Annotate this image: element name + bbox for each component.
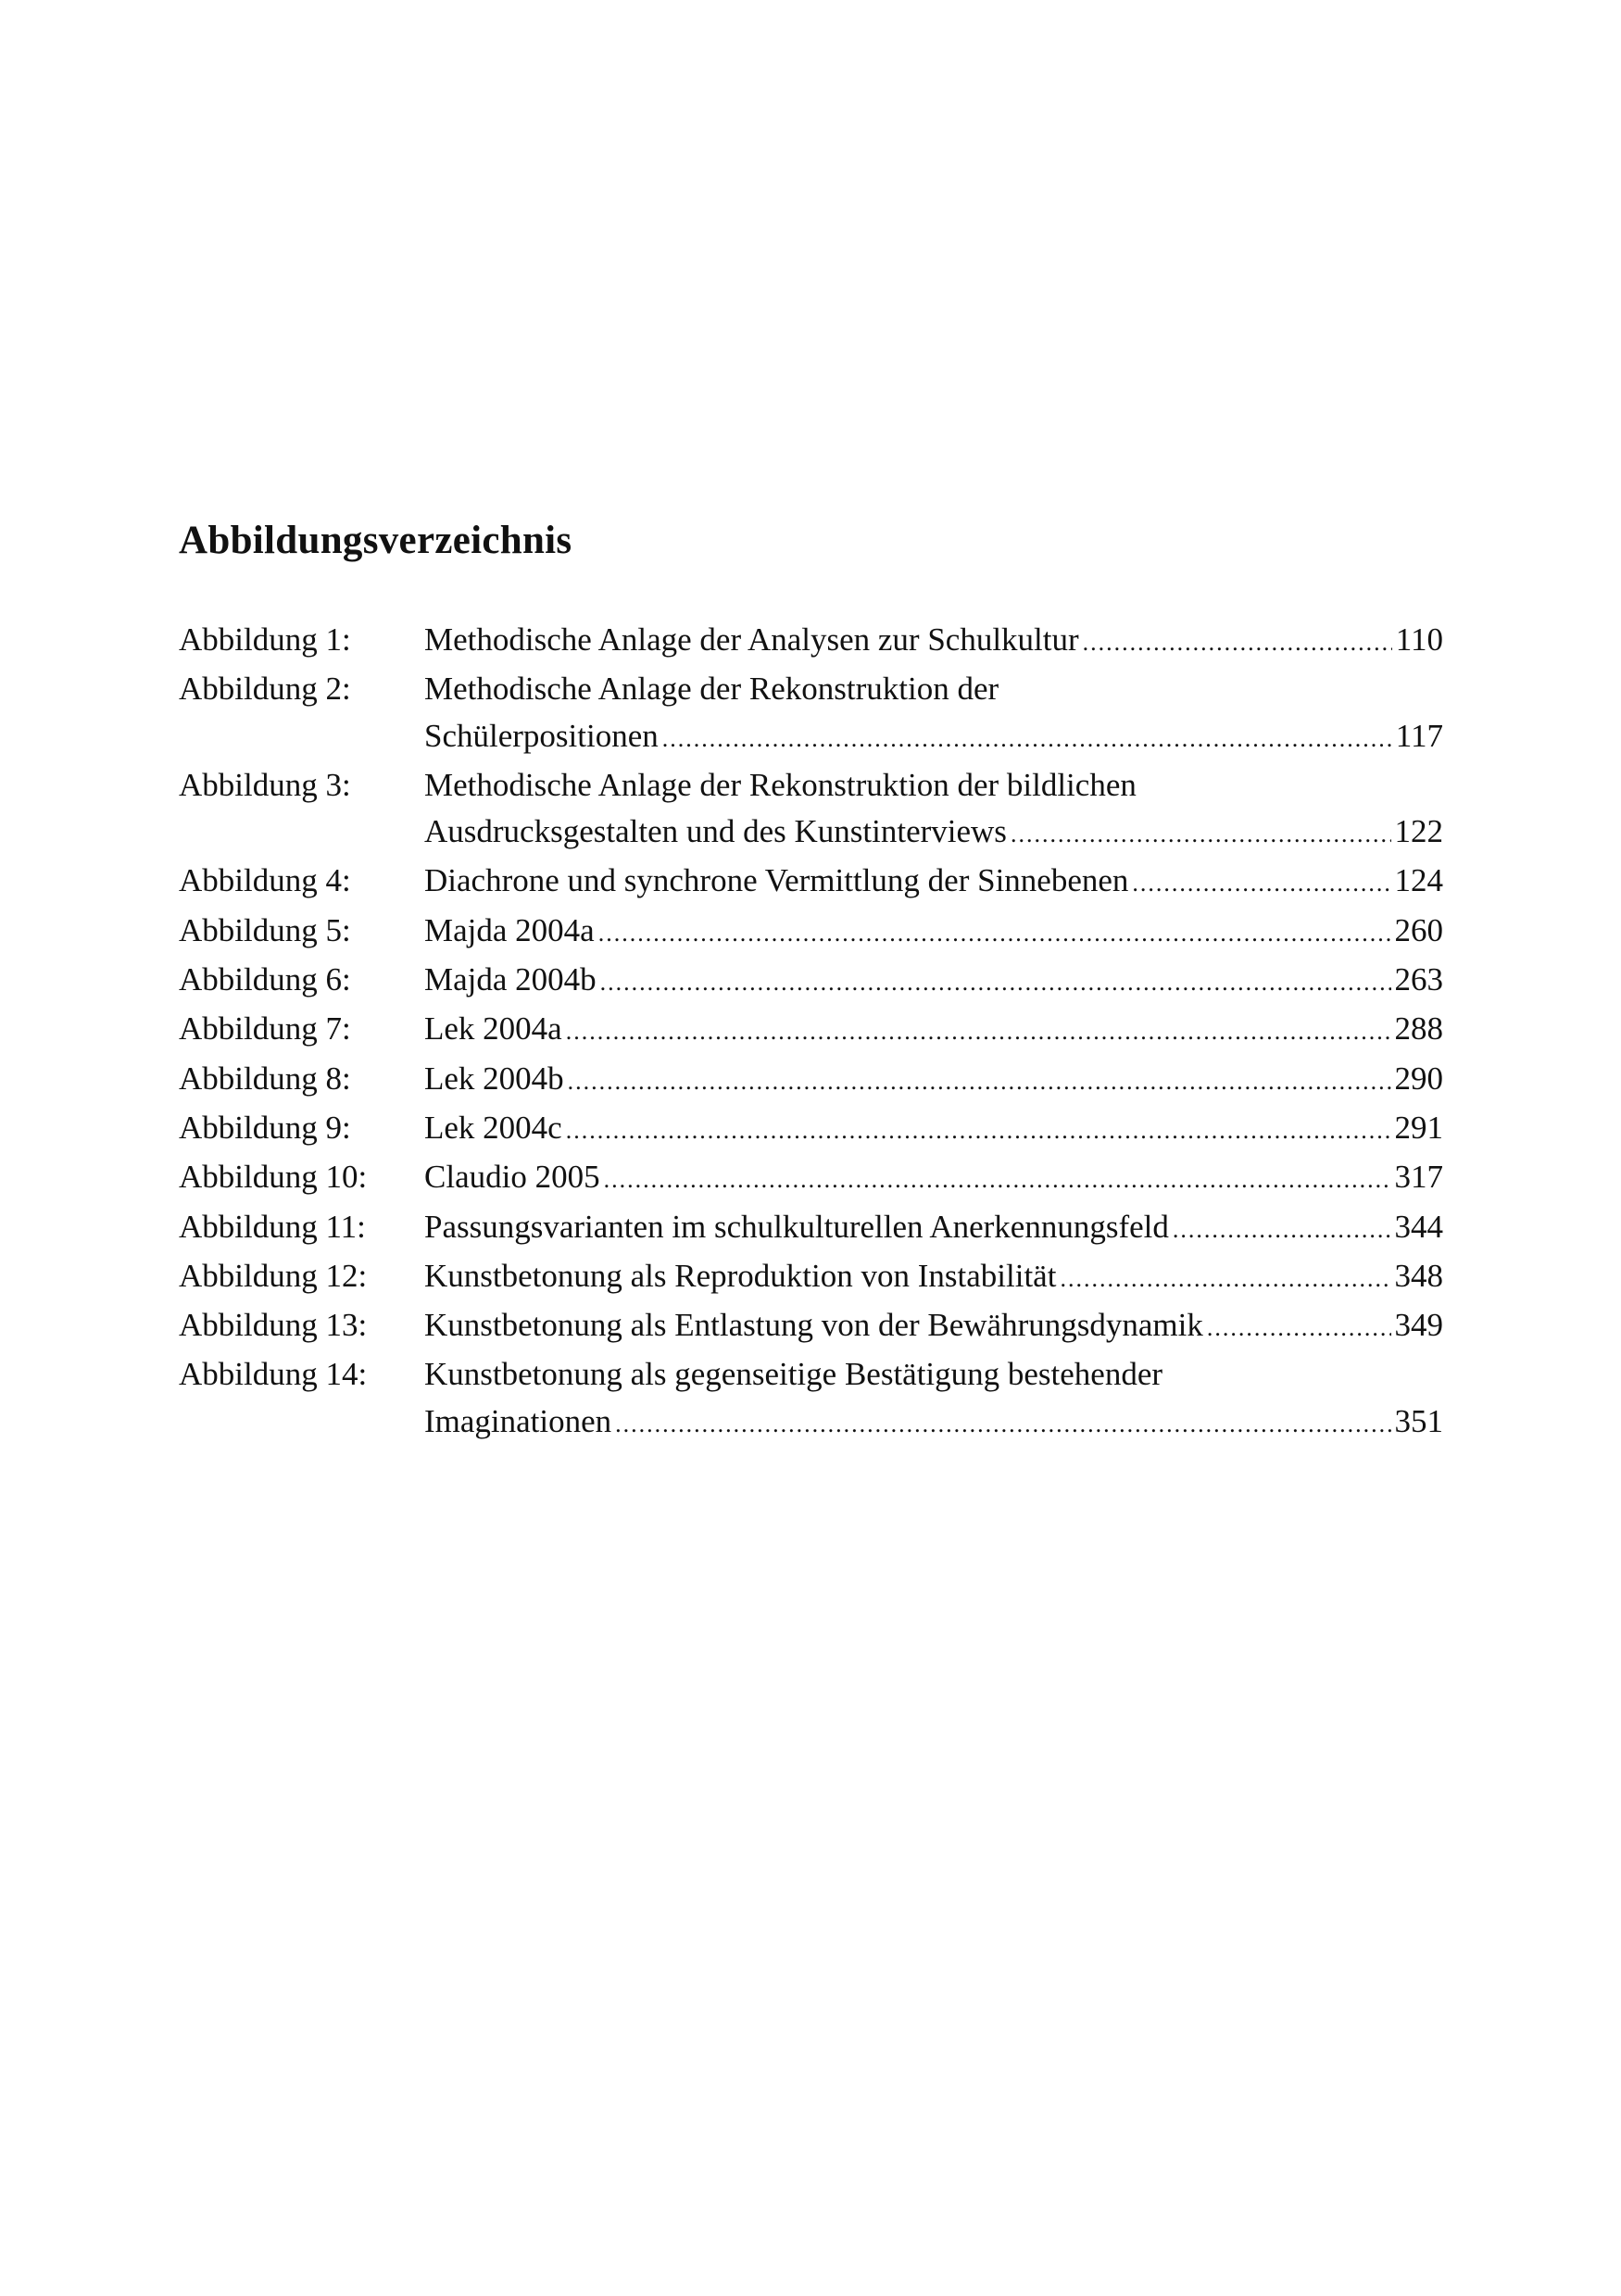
figure-label: Abbildung 3: (179, 766, 351, 803)
caption-line (424, 1302, 1443, 1351)
caption-line (424, 1204, 1443, 1253)
figure-caption (424, 617, 1443, 666)
caption-line (424, 809, 1443, 858)
caption-line (424, 762, 1443, 809)
dot-leader (600, 960, 1391, 1006)
caption-line (424, 858, 1443, 907)
figure-label: Abbildung 10: (179, 1159, 368, 1196)
figure-entry[interactable] (179, 1253, 1443, 1302)
dot-leader (1060, 1256, 1390, 1302)
dot-leader (566, 1108, 1391, 1154)
caption-line (424, 1154, 1443, 1203)
page-number: 124 (1394, 862, 1443, 899)
caption-line (424, 713, 1443, 762)
caption-text: Diachrone und synchrone Vermittlung der Sinnebenen (424, 862, 1129, 899)
figure-entry[interactable] (179, 1302, 1443, 1351)
figure-entry[interactable] (179, 1154, 1443, 1203)
figure-entry[interactable] (179, 1056, 1443, 1105)
caption-line (424, 957, 1443, 1006)
page-number: 348 (1394, 1257, 1443, 1294)
caption-line (424, 1105, 1443, 1154)
dot-leader (662, 716, 1392, 762)
page-number: 263 (1394, 961, 1443, 998)
figure-caption (424, 957, 1443, 1006)
caption-text: Majda 2004b (424, 961, 597, 998)
page-number: 122 (1394, 813, 1443, 850)
caption-text: Methodische Anlage der Analysen zur Schulkultur (424, 621, 1079, 658)
page-title: Abbildungsverzeichnis (179, 519, 572, 562)
caption-line (424, 1253, 1443, 1302)
figure-caption (424, 762, 1443, 859)
page-number: 351 (1394, 1402, 1443, 1439)
figure-label: Abbildung 6: (179, 961, 351, 998)
caption-text: Claudio 2005 (424, 1159, 600, 1196)
page-number: 349 (1394, 1307, 1443, 1344)
figure-entry[interactable] (179, 1351, 1443, 1448)
figure-caption (424, 858, 1443, 907)
figure-caption (424, 1302, 1443, 1351)
figure-label: Abbildung 2: (179, 671, 351, 708)
caption-text: Ausdrucksgestalten und des Kunstinterviews (424, 813, 1007, 850)
caption-text: Passungsvarianten im schulkulturellen Anerkennungsfeld (424, 1208, 1169, 1245)
figure-label: Abbildung 5: (179, 911, 351, 948)
figure-label: Abbildung 14: (179, 1356, 368, 1393)
figure-entry[interactable] (179, 908, 1443, 957)
figure-caption (424, 666, 1443, 762)
figure-caption (424, 1056, 1443, 1105)
page-number: 288 (1394, 1010, 1443, 1048)
figure-caption (424, 1105, 1443, 1154)
caption-text: Lek 2004c (424, 1109, 562, 1146)
caption-line (424, 1056, 1443, 1105)
figure-label: Abbildung 12: (179, 1257, 368, 1294)
dot-leader (1207, 1305, 1391, 1351)
figure-label: Abbildung 11: (179, 1208, 366, 1245)
caption-text: Schülerpositionen (424, 717, 659, 754)
figure-caption (424, 908, 1443, 957)
caption-line (424, 1006, 1443, 1055)
dot-leader (1132, 860, 1390, 907)
figure-label: Abbildung 7: (179, 1010, 351, 1048)
page-number: 344 (1394, 1208, 1443, 1245)
figure-entry[interactable] (179, 617, 1443, 666)
caption-line (424, 1399, 1443, 1448)
caption-text: Kunstbetonung als Reproduktion von Instabilität (424, 1257, 1057, 1294)
figure-entry[interactable] (179, 1105, 1443, 1154)
caption-text: Imaginationen (424, 1402, 612, 1439)
figure-list (179, 617, 1443, 1448)
dot-leader (1173, 1207, 1391, 1253)
figure-entry[interactable] (179, 858, 1443, 907)
page-number: 290 (1394, 1060, 1443, 1097)
caption-text: Lek 2004a (424, 1010, 562, 1048)
figure-caption (424, 1253, 1443, 1302)
caption-text: Methodische Anlage der Rekonstruktion der (424, 671, 999, 708)
figure-caption (424, 1351, 1443, 1448)
dot-leader (1011, 811, 1391, 858)
figure-label: Abbildung 1: (179, 621, 351, 658)
dot-leader (615, 1401, 1390, 1448)
figure-caption (424, 1154, 1443, 1203)
figure-label: Abbildung 9: (179, 1109, 351, 1146)
dot-leader (566, 1009, 1391, 1055)
dot-leader (598, 910, 1391, 957)
figure-entry[interactable] (179, 1006, 1443, 1055)
dot-leader (1083, 620, 1392, 666)
caption-line (424, 617, 1443, 666)
dot-leader (604, 1157, 1391, 1203)
figure-label: Abbildung 4: (179, 862, 351, 899)
caption-text: Kunstbetonung als gegenseitige Bestätigung bestehender (424, 1356, 1163, 1393)
caption-text: Lek 2004b (424, 1060, 564, 1097)
caption-text: Kunstbetonung als Entlastung von der Bewährungsdynamik (424, 1307, 1203, 1344)
page-number: 110 (1395, 621, 1443, 658)
caption-line (424, 666, 1443, 712)
figure-entry[interactable] (179, 957, 1443, 1006)
caption-text: Methodische Anlage der Rekonstruktion der bildlichen (424, 766, 1137, 803)
figure-entry[interactable] (179, 666, 1443, 762)
figure-caption (424, 1006, 1443, 1055)
page-number: 291 (1394, 1109, 1443, 1146)
figure-label: Abbildung 8: (179, 1060, 351, 1097)
dot-leader (568, 1059, 1391, 1105)
figure-label: Abbildung 13: (179, 1307, 368, 1344)
page-number: 317 (1394, 1159, 1443, 1196)
caption-line (424, 1351, 1443, 1398)
page-number: 260 (1394, 911, 1443, 948)
figure-entry[interactable] (179, 762, 1443, 859)
figure-caption (424, 1204, 1443, 1253)
caption-line (424, 908, 1443, 957)
figure-entry[interactable] (179, 1204, 1443, 1253)
page-number: 117 (1395, 717, 1443, 754)
caption-text: Majda 2004a (424, 911, 595, 948)
